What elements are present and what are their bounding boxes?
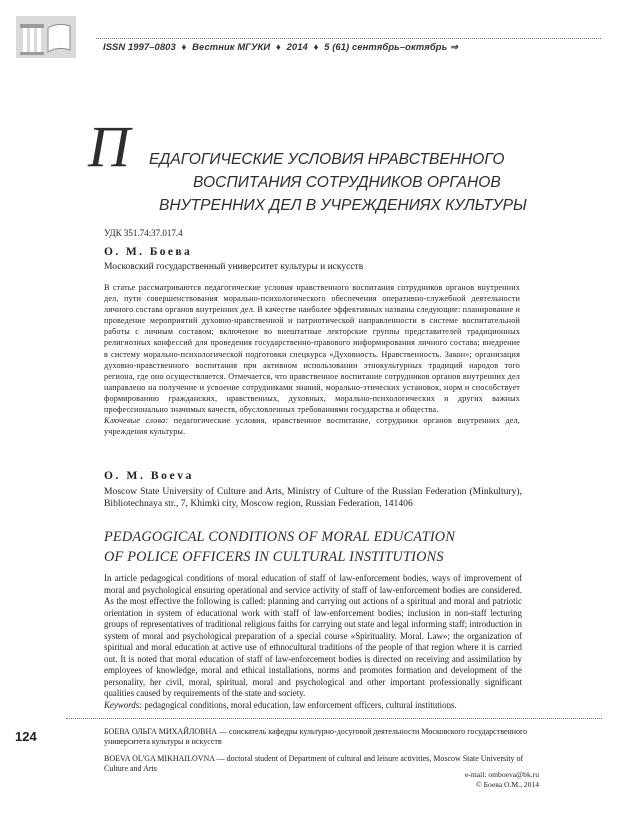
abstract-text: В статье рассматриваются педагогические условия нравственного воспитания сотрудников органов внутренних дел, пути совершенствования морально-психологического обеспечения оперативно-служебной деятельности личного состава органов внутренних дел. В качестве наиболее эффективных названы следующие: планирование и проведение мероприятий духовно-нравственной и патриотической направленности в системе воспитательной работы с личным составом; включение во внештатные лекторские группы представителей традиционных религиозных конфессий для проведения государственно-правового информирования личного состава; внедрение в систему морально-психологической подготовки спецкурса «Духовность. Нравственность. Закон»; организация духовно-нравственного воспитания при активном использовании этнокультурных традиций народов того региона, где оно осуществляется. Отмечается, что нравственное воспитание сотрудников органов внутренних дел направлено на получение и усвоение сотрудниками знаний, морально-этических установок, норм и способствует формированию гражданских, нравственных, духовных, морально-психологических и других важных профессионально значимых качеств, обусловленных требованиями государства и общества. [104,283,520,415]
title-line-2: ВОСПИТАНИЯ СОТРУДНИКОВ ОРГАНОВ [193,174,501,191]
arrow-icon: ⇒ [450,41,458,52]
author-affiliation-en: Moscow State University of Culture and Arts, Ministry of Culture of the Russian Federation (Minkultury), Bibliotechnaya str., 7, Khimki city, Moscow region, Russian Federation, 141406 [104,486,522,509]
udk-code: УДК 351.74:37.017.4 [104,228,183,238]
keywords-text: педагогические условия, нравственное воспитание, сотрудники органов внутренних дел, учреждения культуры. [104,416,520,437]
author-name-en: O. M. Boeva [104,470,194,482]
abstract-en-text: In article pedagogical conditions of moral education of staff of law-enforcement bodies, ways of improvement of moral and psychological ensuring operational and service activity of staff of law-enforcement bodies are considered. As the most effective the following is called: planning and carrying out actions of a spiritual and moral and patriotic orientation in system of educational work with staff of law-enforcement bodies; inclusion in non-staff lecturing groups of representatives of traditional religious faiths for carrying out state and legal informing staff; introduction in system of moral and psychological preparation of a special course «Spirituality. Moral. Law»; the organization of spiritual and moral education at active use of ethnocultural traditions of the people of that region where it is carried out. It is noted that moral education of staff of law-enforcement bodies is directed on receiving and assimilation by employees of knowledge, moral and ethical installations, norms and promotes formation and development of the personality, her civil, moral, spiritual, moral and psychological and other important professionally significant qualities caused by requirements of the state and society. [104,573,522,698]
author-email[interactable]: e-mail: omboeva@bk.ru [464,770,539,779]
title-en-line-2: OF POLICE OFFICERS IN CULTURAL INSTITUTIONS [104,549,444,565]
journal-logo [14,14,78,60]
title-initial: П [88,114,130,179]
title-en-line-1: PEDAGOGICAL CONDITIONS OF MORAL EDUCATION [104,529,456,545]
copyright: © Боева О.М., 2014 [475,780,539,789]
keywords-label: Ключевые слова: [104,416,169,426]
author-affiliation: Московский государственный университет культуры и искусств [104,262,364,272]
author-bio-en: BOEVA OL'GA MIKHAILOVNA — doctoral student of Department of cultural and leisure activities, Moscow State University of Culture and Arts [104,754,524,773]
keywords-en-label: Keywords: [104,699,143,710]
title-line-1: ЕДАГОГИЧЕСКИЕ УСЛОВИЯ НРАВСТВЕННОГО [149,151,505,168]
separator: ♦ [181,41,187,52]
author-bio-ru: БОЕВА ОЛЬГА МИХАЙЛОВНА — соискатель кафедры культурно-досуговой деятельности Московского государственного университета культуры и искусств [104,727,528,746]
issue: 5 (61) сентябрь–октябрь [324,41,448,52]
issn: ISSN 1997–0803 [103,41,176,52]
header-rule [96,38,601,39]
running-header [103,41,458,53]
keywords-en-text: pedagogical conditions, moral education, law enforcement officers, cultural institutions. [144,699,457,710]
journal-name: Вестник МГУКИ [192,41,271,52]
abstract-en [104,573,522,711]
separator: ♦ [313,41,319,52]
author-name: О. М. Боева [104,246,193,258]
title-line-3: ВНУТРЕННИХ ДЕЛ В УЧРЕЖДЕНИЯХ КУЛЬТУРЫ [159,197,527,214]
page-number: 124 [15,729,37,744]
footer-rule [66,718,602,719]
year: 2014 [286,41,308,52]
abstract-ru [104,282,520,437]
separator: ♦ [275,41,281,52]
title-en [104,527,455,567]
